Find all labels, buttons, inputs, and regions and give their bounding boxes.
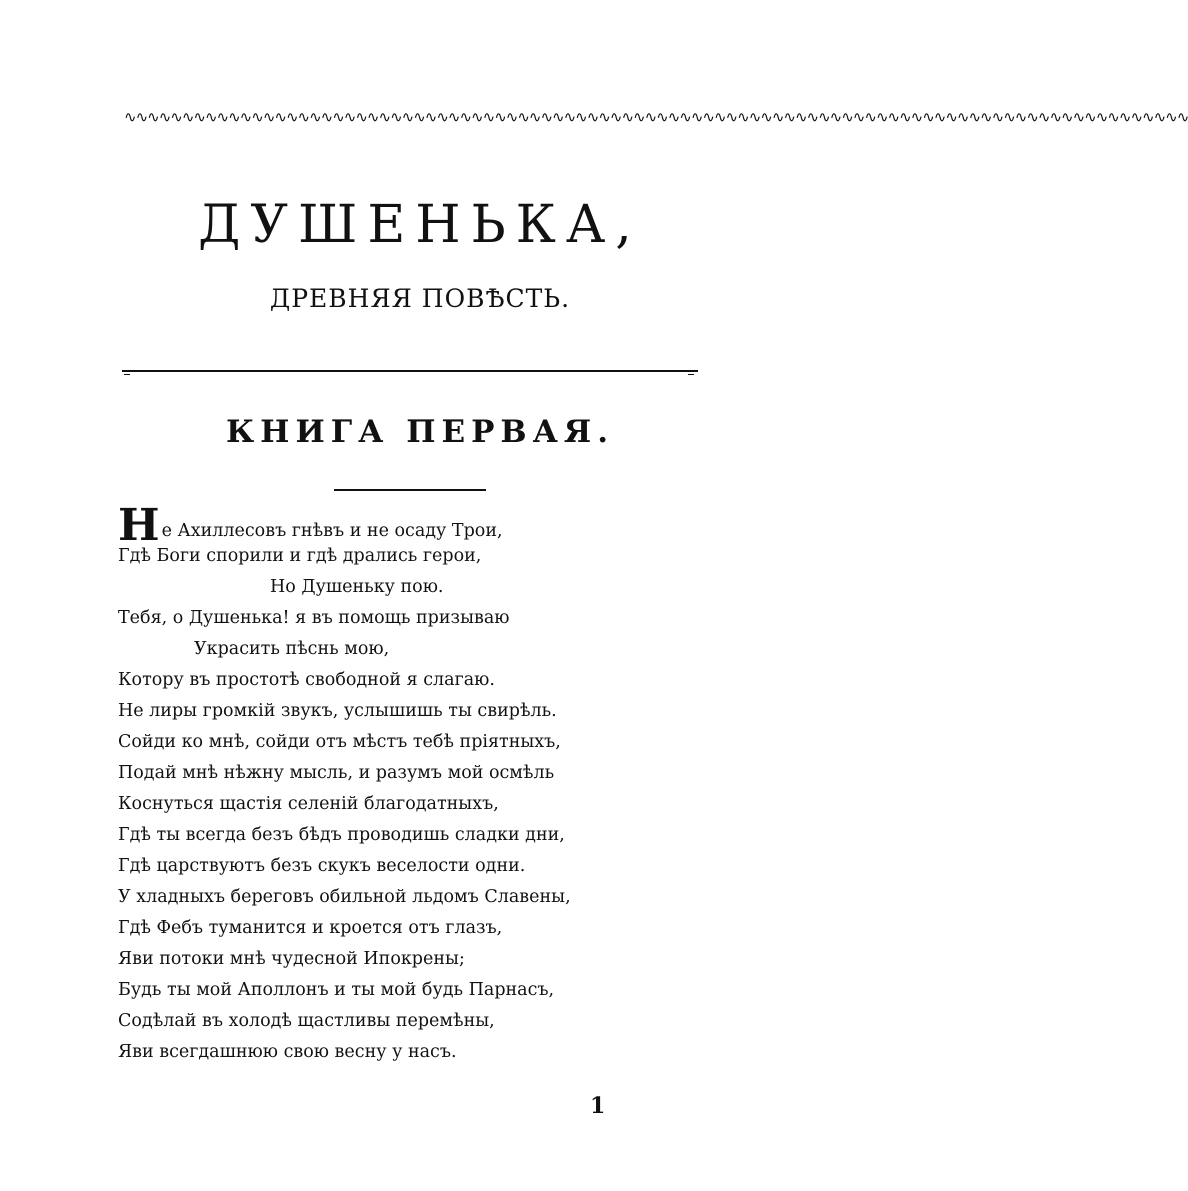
verse-line-text: е Ахиллесовъ гнѣвъ и не осаду Трои, xyxy=(161,521,503,541)
verse-line: Гдѣ ты всегда безъ бѣдъ проводишь сладки дни, xyxy=(118,825,565,845)
verse-line: У хладныхъ береговъ обильной льдомъ Славены, xyxy=(118,887,571,907)
verse-line: Яви потоки мнѣ чудесной Ипокрены; xyxy=(118,949,465,969)
verse-line: Гдѣ Фебъ туманится и кроется отъ глазъ, xyxy=(118,918,503,938)
short-divider xyxy=(334,489,486,491)
verse-line: Гдѣ Боги спорили и гдѣ дрались герои, xyxy=(118,546,482,566)
book-heading: КНИГА ПЕРВАЯ. xyxy=(225,414,614,450)
verse-block xyxy=(118,500,718,1068)
verse-line: Не лиры громкій звукъ, услышишь ты свирѣль. xyxy=(118,701,557,721)
verse-line: Содѣлай въ холодѣ щастливы перемѣны, xyxy=(118,1011,495,1031)
verse-line: Подай мнѣ нѣжну мысль, и разумъ мой осмѣль xyxy=(118,763,555,783)
verse-line: Будь ты мой Аполлонъ и ты мой будь Парнасъ, xyxy=(118,980,555,1000)
verse-line: Но Душеньку пою. xyxy=(270,577,444,597)
verse-line: Котору въ простотѣ свободной я слагаю. xyxy=(118,670,495,690)
verse-line: Яви всегдашнюю свою весну у насъ. xyxy=(118,1042,457,1062)
divider-rule xyxy=(122,370,698,372)
verse-line: Сойди ко мнѣ, сойди отъ мѣстъ тебѣ пріятныхъ, xyxy=(118,732,561,752)
page-number: 1 xyxy=(590,1093,606,1119)
verse-line xyxy=(118,500,718,551)
drop-cap: Н xyxy=(118,500,160,551)
verse-line: Тебя, о Душенька! я въ помощь призываю xyxy=(118,608,510,628)
verse-line: Гдѣ царствуютъ безъ скукъ веселости одни. xyxy=(118,856,526,876)
verse-line: Коснуться щастія селеній благодатныхъ, xyxy=(118,794,499,814)
ornamental-border: ∿∿∿∿∿∿∿∿∿∿∿∿∿∿∿∿∿∿∿∿∿∿∿∿∿∿∿∿∿∿∿∿∿∿∿∿∿∿∿∿∿∿∿∿∿∿∿∿∿∿∿∿∿∿∿∿∿∿∿∿∿∿∿∿∿∿∿∿∿∿∿∿∿∿∿∿∿∿∿∿∿∿∿∿∿∿∿∿∿∿∿∿ xyxy=(124,108,1188,126)
page-title: ДУШЕНЬКА, xyxy=(198,195,642,255)
verse-line: Украсить пѣснь мою, xyxy=(194,639,390,659)
page-subtitle: ДРЕВНЯЯ ПОВѢСТЬ. xyxy=(269,284,571,313)
